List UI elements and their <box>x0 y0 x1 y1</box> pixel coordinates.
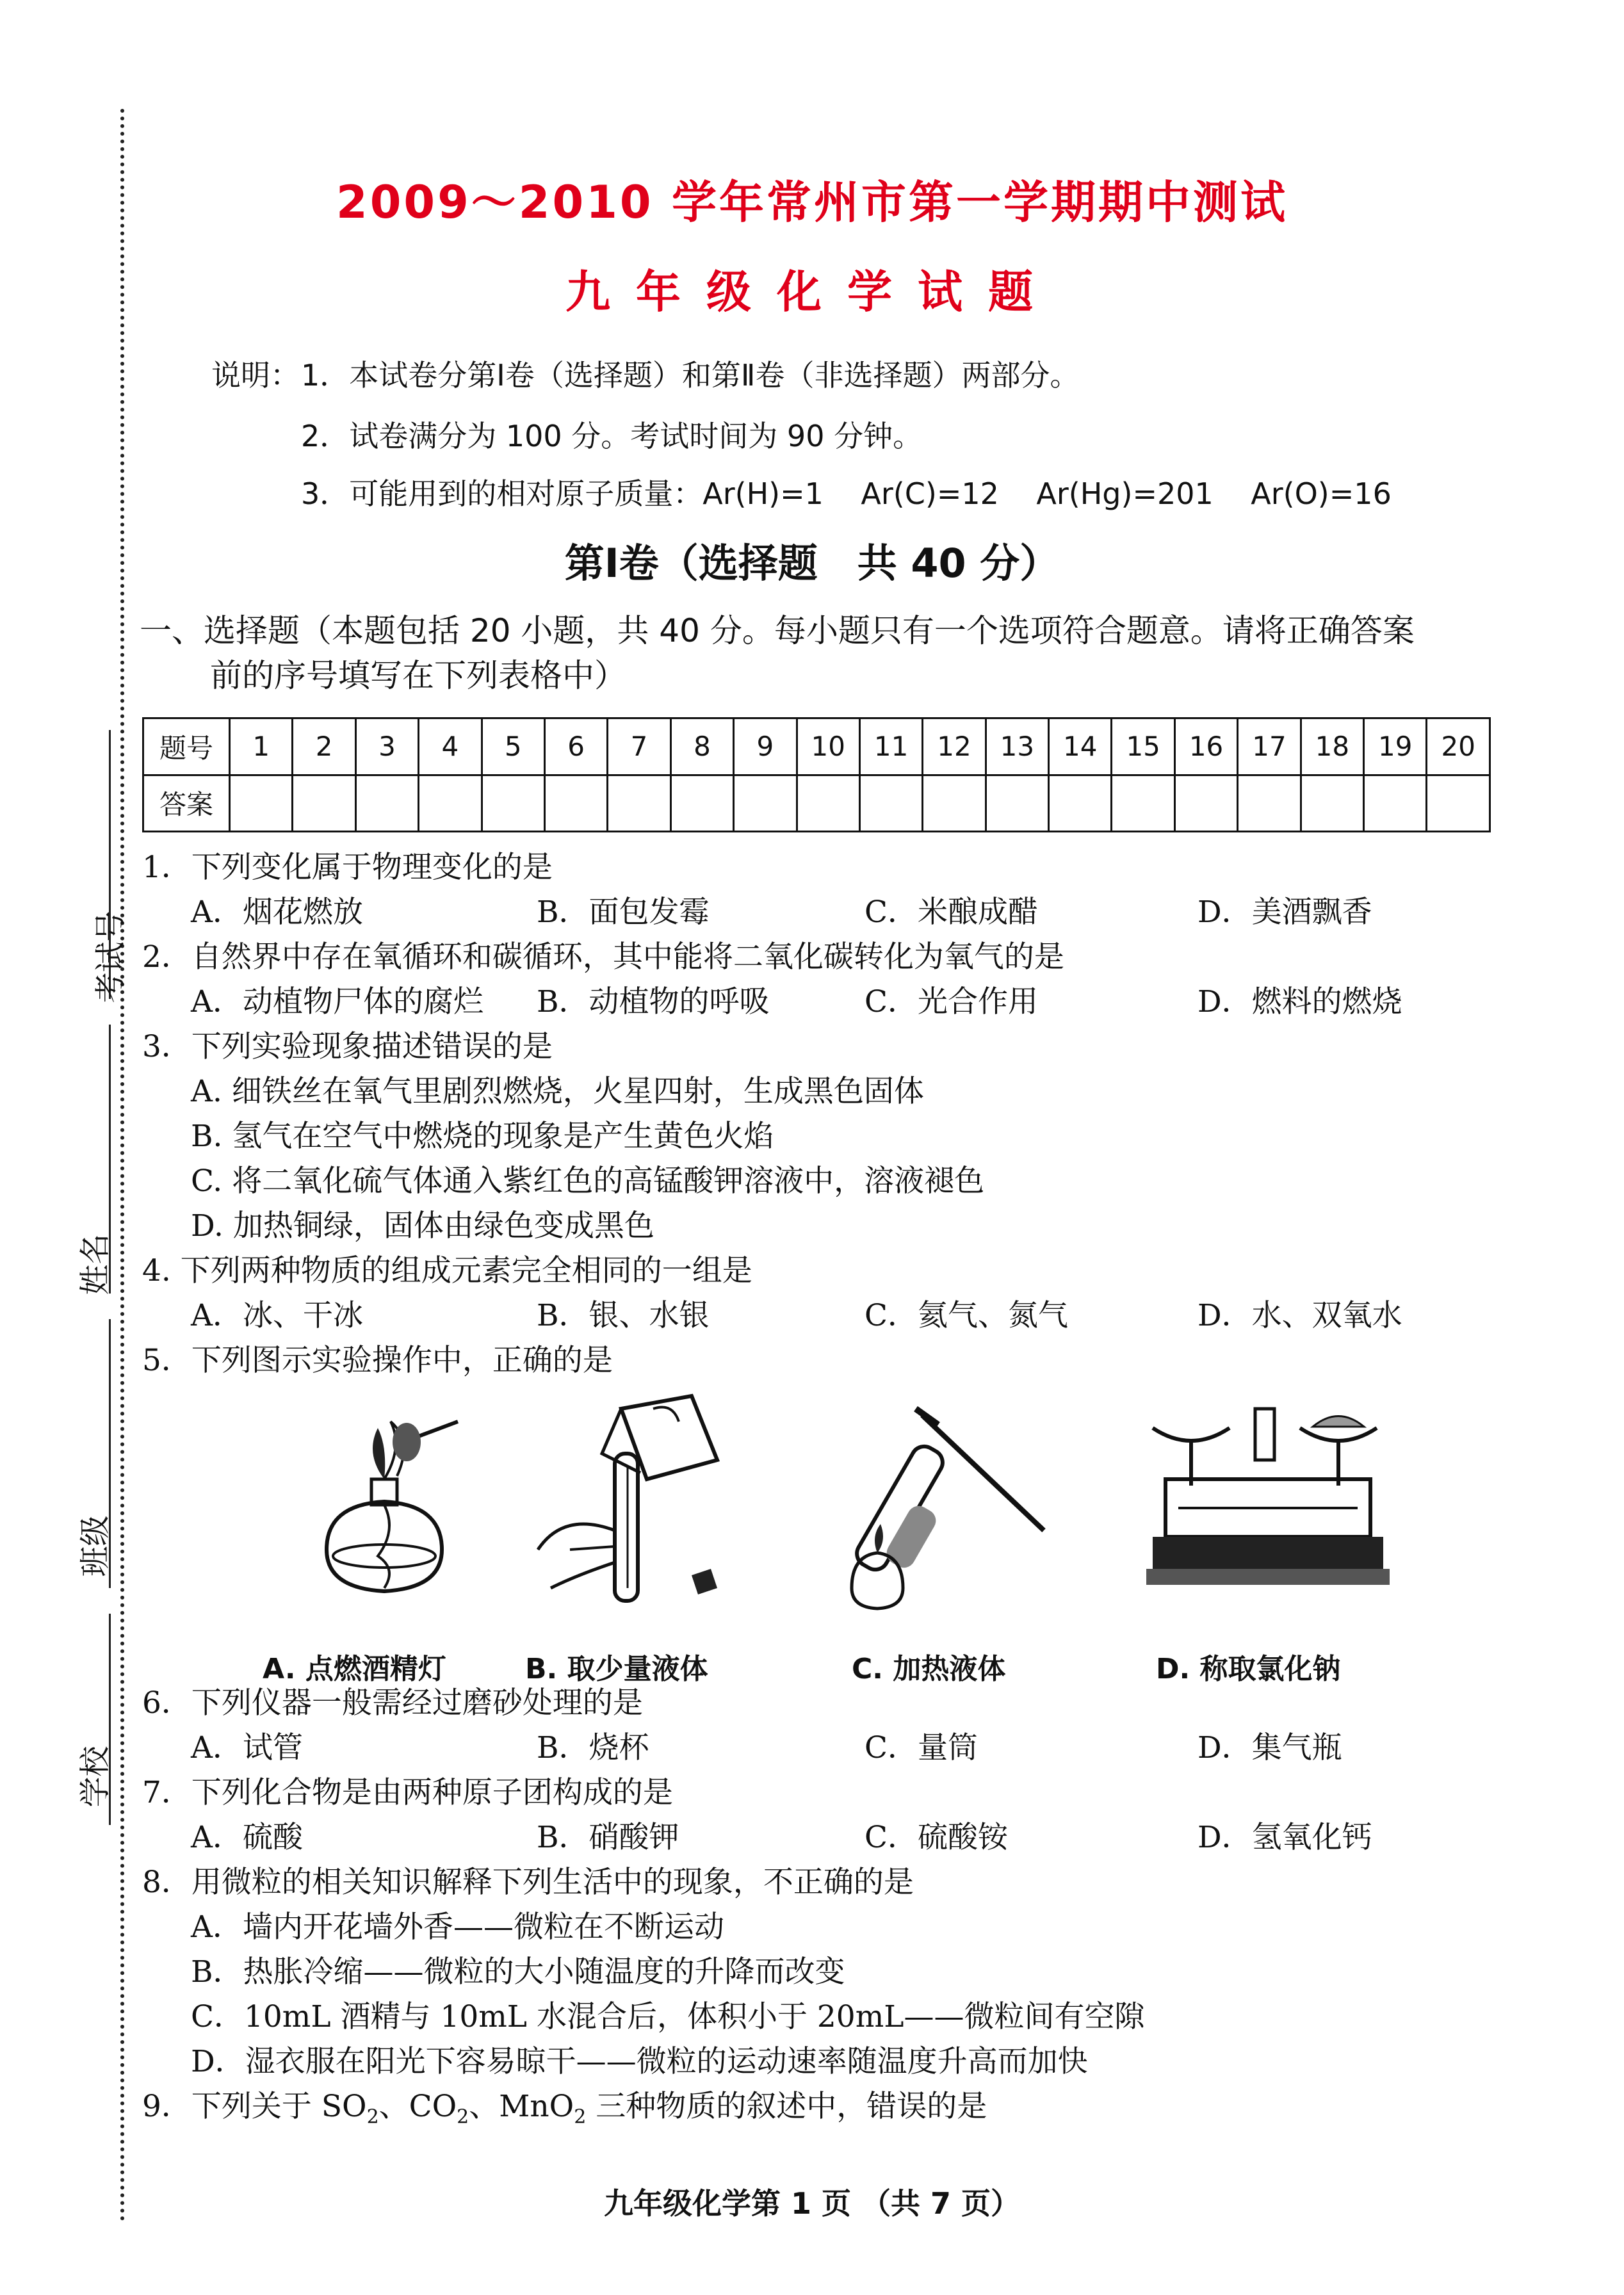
answer-number-10: 10 <box>797 718 859 775</box>
answer-number-14: 14 <box>1049 718 1112 775</box>
q4-stem: 4. 下列两种物质的组成元素完全相同的一组是 <box>142 1253 752 1288</box>
q7-option-b: B．硝酸钾 <box>537 1820 679 1855</box>
answer-cell[interactable] <box>923 775 986 832</box>
answer-number-17: 17 <box>1238 718 1301 775</box>
q5-stem: 5．下列图示实验操作中，正确的是 <box>142 1343 613 1378</box>
q4-option-c: C．氦气、氮气 <box>865 1298 1068 1333</box>
alcohol-lamp-lighting-illustration <box>301 1396 467 1614</box>
q6-stem: 6．下列仪器一般需经过磨砂处理的是 <box>142 1685 643 1721</box>
q2-option-b: B．动植物的呼吸 <box>537 984 770 1019</box>
q4-option-d: D．水、双氧水 <box>1198 1298 1402 1333</box>
answer-cell[interactable] <box>608 775 670 832</box>
answer-number-9: 9 <box>734 718 797 775</box>
answer-cell[interactable] <box>1049 775 1112 832</box>
answer-cell[interactable] <box>419 775 482 832</box>
q9-sub-3: 2 <box>574 2105 587 2129</box>
note-3: 3．可能用到的相对原子质量：Ar(H)=1 Ar(C)=12 Ar(Hg)=201 Ar(O)=16 <box>301 476 1392 511</box>
answer-cell[interactable] <box>1427 775 1490 832</box>
answer-cell[interactable] <box>482 775 544 832</box>
q7-option-a: A．硫酸 <box>191 1820 303 1855</box>
answer-number-16: 16 <box>1174 718 1237 775</box>
q2-option-d: D．燃料的燃烧 <box>1198 984 1402 1019</box>
q3-option-d: D. 加热铜绿，固体由绿色变成黑色 <box>191 1208 654 1244</box>
answer-cell[interactable] <box>355 775 418 832</box>
answer-cell[interactable] <box>544 775 607 832</box>
figure-caption-c: C. 加热液体 <box>852 1653 1006 1685</box>
q9-stem-mid2: 、MnO <box>469 2089 574 2124</box>
answer-number-4: 4 <box>419 718 482 775</box>
q2-stem: 2．自然界中存在氧循环和碳循环，其中能将二氧化碳转化为氧气的是 <box>142 939 1064 975</box>
answer-number-20: 20 <box>1427 718 1490 775</box>
answer-cell[interactable] <box>1238 775 1301 832</box>
answer-number-19: 19 <box>1364 718 1427 775</box>
part-one-heading-line1: 一、选择题（本题包括 20 小题，共 40 分。每小题只有一个选项符合题意。请将正确答案 <box>140 612 1415 649</box>
side-label-class: 班级 <box>77 1515 113 1577</box>
answer-number-1: 1 <box>230 718 293 775</box>
taking-liquid-illustration <box>525 1383 730 1620</box>
answer-table-row2-header: 答案 <box>143 775 230 832</box>
note-1: 1．本试卷分第Ⅰ卷（选择题）和第Ⅱ卷（非选择题）两部分。 <box>301 358 1080 393</box>
figure-caption-d: D. 称取氯化钠 <box>1156 1653 1341 1685</box>
q2-option-c: C．光合作用 <box>865 984 1038 1019</box>
side-label-exam-no: 考试号 <box>92 911 129 1003</box>
q1-stem: 1．下列变化属于物理变化的是 <box>142 850 553 885</box>
q1-option-b: B．面包发霉 <box>537 895 710 930</box>
q3-option-b: B. 氢气在空气中燃烧的现象是产生黄色火焰 <box>191 1119 774 1154</box>
page-footer: 九年级化学第 1 页 （共 7 页） <box>603 2186 1021 2221</box>
answer-cell[interactable] <box>293 775 355 832</box>
q1-option-a: A．烟花燃放 <box>191 895 363 930</box>
q6-option-d: D．集气瓶 <box>1198 1730 1342 1765</box>
notes-label: 说明： <box>211 358 300 393</box>
q7-option-d: D．氢氧化钙 <box>1198 1820 1372 1855</box>
part-one-heading <box>140 608 1415 698</box>
q9-sub-2: 2 <box>457 2105 469 2129</box>
answer-number-6: 6 <box>544 718 607 775</box>
answer-cell[interactable] <box>734 775 797 832</box>
q7-stem: 7．下列化合物是由两种原子团构成的是 <box>142 1775 673 1810</box>
q3-stem: 3．下列实验现象描述错误的是 <box>142 1029 553 1064</box>
q8-option-b: B．热胀冷缩——微粒的大小随温度的升降而改变 <box>191 1954 845 1990</box>
q7-option-c: C．硫酸铵 <box>865 1820 1008 1855</box>
q9-stem-mid1: 、CO <box>378 2089 457 2124</box>
side-label-school: 学校 <box>77 1746 113 1808</box>
heating-liquid-illustration <box>826 1402 1069 1620</box>
q3-option-a: A. 细铁丝在氧气里剧烈燃烧，火星四射，生成黑色固体 <box>191 1074 924 1109</box>
answer-cell[interactable] <box>670 775 733 832</box>
q8-stem: 8．用微粒的相关知识解释下列生活中的现象，不正确的是 <box>142 1865 914 1900</box>
answer-cell[interactable] <box>1301 775 1363 832</box>
answer-cell[interactable] <box>797 775 859 832</box>
answer-number-11: 11 <box>859 718 922 775</box>
q2-option-a: A．动植物尸体的腐烂 <box>191 984 483 1019</box>
note-2: 2．试卷满分为 100 分。考试时间为 90 分钟。 <box>301 419 923 453</box>
exam-subtitle: 九年级化学试题 <box>565 266 1059 318</box>
q8-option-c: C．10mL 酒精与 10mL 水混合后，体积小于 20mL——微粒间有空隙 <box>191 1999 1145 2034</box>
answer-cell[interactable] <box>986 775 1048 832</box>
q9-stem <box>142 2088 987 2136</box>
answer-number-15: 15 <box>1112 718 1174 775</box>
answer-table <box>142 717 1491 832</box>
answer-number-12: 12 <box>923 718 986 775</box>
balance-scale-illustration <box>1140 1402 1396 1620</box>
answer-number-8: 8 <box>670 718 733 775</box>
section-title: 第Ⅰ卷（选择题 共 40 分） <box>564 540 1060 587</box>
q6-option-c: C．量筒 <box>865 1730 978 1765</box>
q8-option-d: D．湿衣服在阳光下容易晾干——微粒的运动速率随温度升高而加快 <box>191 2044 1088 2079</box>
q9-stem-prefix: 9．下列关于 SO <box>142 2089 367 2124</box>
answer-number-3: 3 <box>355 718 418 775</box>
binding-cut-line <box>120 109 124 2222</box>
answer-number-13: 13 <box>986 718 1048 775</box>
q4-option-a: A．冰、干冰 <box>191 1298 363 1333</box>
figure-caption-b: B. 取少量液体 <box>525 1653 708 1685</box>
answer-number-7: 7 <box>608 718 670 775</box>
exam-title: 2009～2010 学年常州市第一学期期中测试 <box>336 176 1288 229</box>
side-label-name: 姓名 <box>77 1233 113 1295</box>
answer-number-18: 18 <box>1301 718 1363 775</box>
q4-option-b: B．银、水银 <box>537 1298 710 1333</box>
answer-number-2: 2 <box>293 718 355 775</box>
q1-option-d: D．美酒飘香 <box>1198 895 1372 930</box>
q3-option-c: C. 将二氧化硫气体通入紫红色的高锰酸钾溶液中，溶液褪色 <box>191 1164 985 1199</box>
q1-option-c: C．米酿成醋 <box>865 895 1038 930</box>
answer-cell[interactable] <box>1364 775 1427 832</box>
q9-sub-1: 2 <box>366 2105 379 2129</box>
answer-table-row1-header: 题号 <box>143 718 230 775</box>
q9-stem-suffix: 三种物质的叙述中，错误的是 <box>586 2089 987 2124</box>
answer-table-number-row <box>143 718 1490 775</box>
q6-option-a: A．试管 <box>191 1730 303 1765</box>
figure-caption-a: A. 点燃酒精灯 <box>263 1653 446 1685</box>
answer-cell[interactable] <box>230 775 293 832</box>
answer-cell[interactable] <box>1174 775 1237 832</box>
answer-table-answer-row <box>143 775 1490 832</box>
answer-cell[interactable] <box>1112 775 1174 832</box>
q8-option-a: A．墙内开花墙外香——微粒在不断运动 <box>191 1910 724 1945</box>
part-one-heading-line2: 前的序号填写在下列表格中） <box>210 657 626 694</box>
answer-number-5: 5 <box>482 718 544 775</box>
answer-cell[interactable] <box>859 775 922 832</box>
q6-option-b: B．烧杯 <box>537 1730 649 1765</box>
